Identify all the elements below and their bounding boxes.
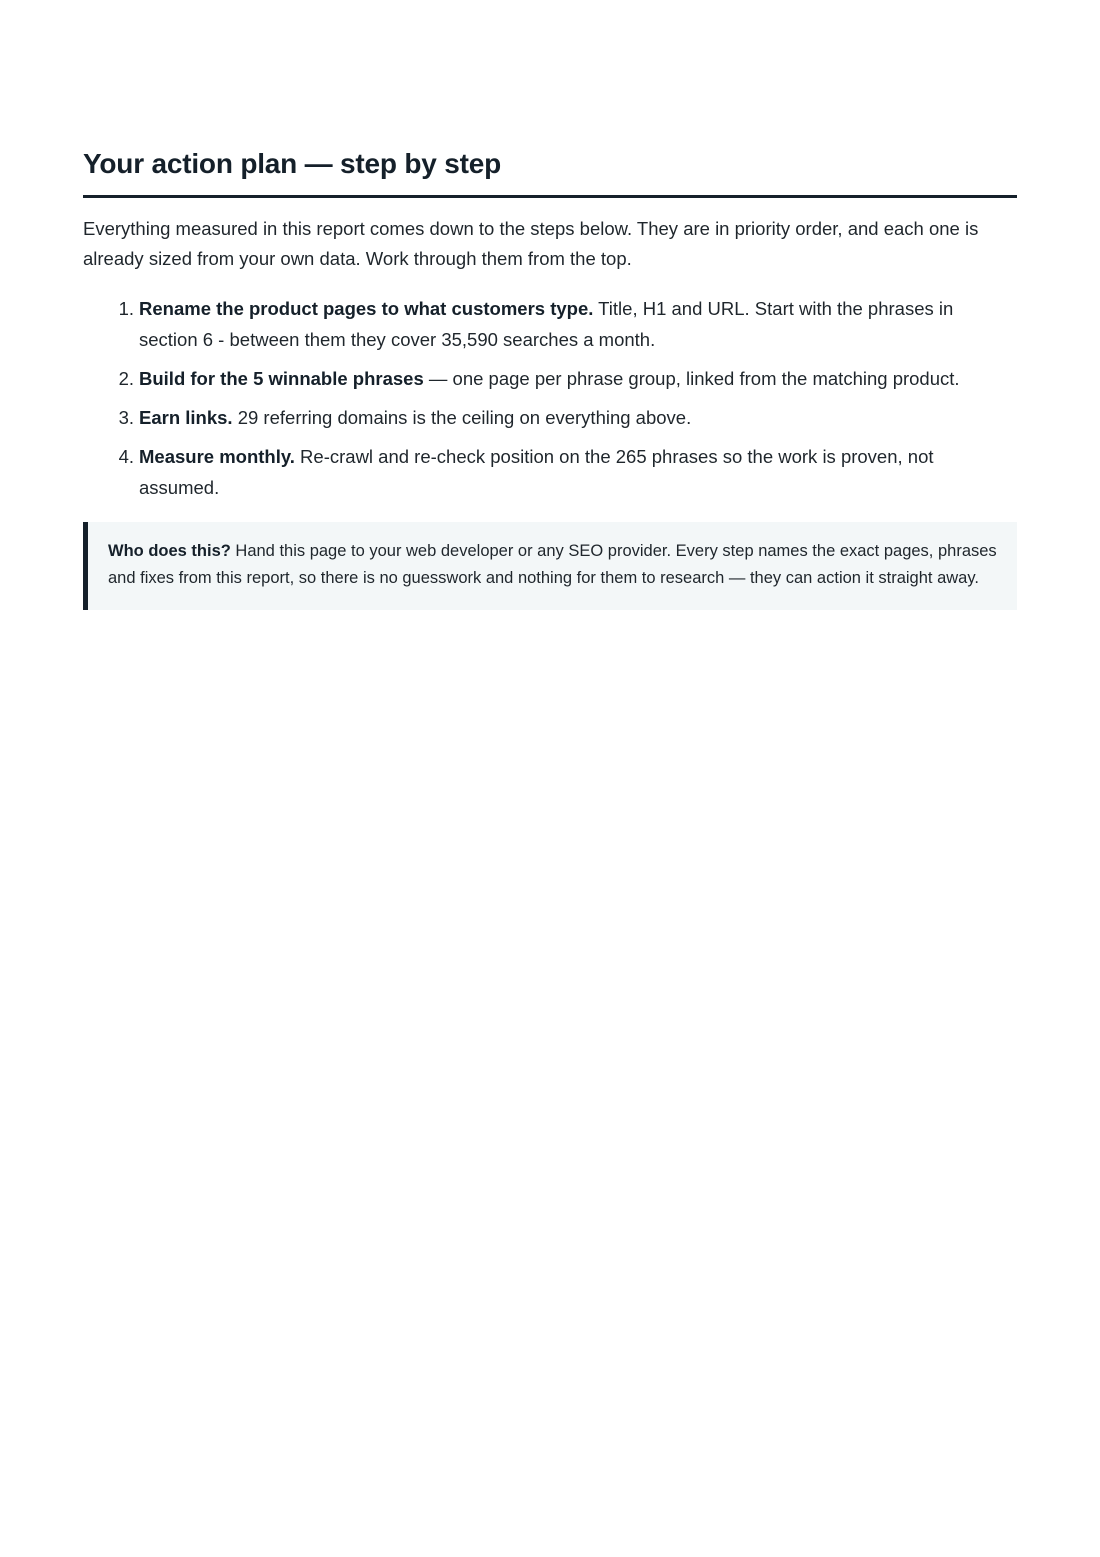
step-content [139, 363, 1017, 394]
step-number: 2. [118, 368, 134, 389]
step-content [139, 402, 1017, 433]
step-text: Re-crawl and re-check position on the 265 phrases so the work is proven, not assumed. [139, 446, 934, 498]
who-does-this-callout [83, 522, 1017, 610]
action-steps-list [83, 293, 1017, 503]
step-lead: Rename the product pages to what customers type. [139, 298, 594, 319]
step-number: 3. [118, 407, 134, 428]
step-item-1 [83, 293, 1017, 355]
step-number: 4. [118, 446, 134, 467]
callout-lead: Who does this? [108, 542, 231, 560]
step-lead: Measure monthly. [139, 446, 295, 467]
step-item-3 [83, 402, 1017, 433]
step-content [139, 293, 1017, 355]
step-item-2 [83, 363, 1017, 394]
title-divider [83, 195, 1017, 198]
step-item-4 [83, 441, 1017, 503]
step-content [139, 441, 1017, 503]
step-lead: Earn links. [139, 407, 233, 428]
callout-text: Hand this page to your web developer or any SEO provider. Every step names the exact pages, phrases and fixes from this report, so there is no guesswork and nothing for them to research — they can action it straight away. [108, 542, 997, 587]
step-lead: Build for the 5 winnable phrases [139, 368, 424, 389]
step-text: Title, H1 and URL. Start with the phrases in section 6 - between them they cover 35,590 searches a month. [139, 298, 954, 350]
step-text: — one page per phrase group, linked from the matching product. [423, 368, 960, 389]
intro-paragraph: Everything measured in this report comes down to the steps below. They are in priority order, and each one is already sized from your own data. Work through them from the top. [83, 218, 979, 269]
section-title: Your action plan — step by step [83, 148, 502, 179]
step-number: 1. [118, 298, 134, 319]
step-text: 29 referring domains is the ceiling on everything above. [232, 407, 692, 428]
